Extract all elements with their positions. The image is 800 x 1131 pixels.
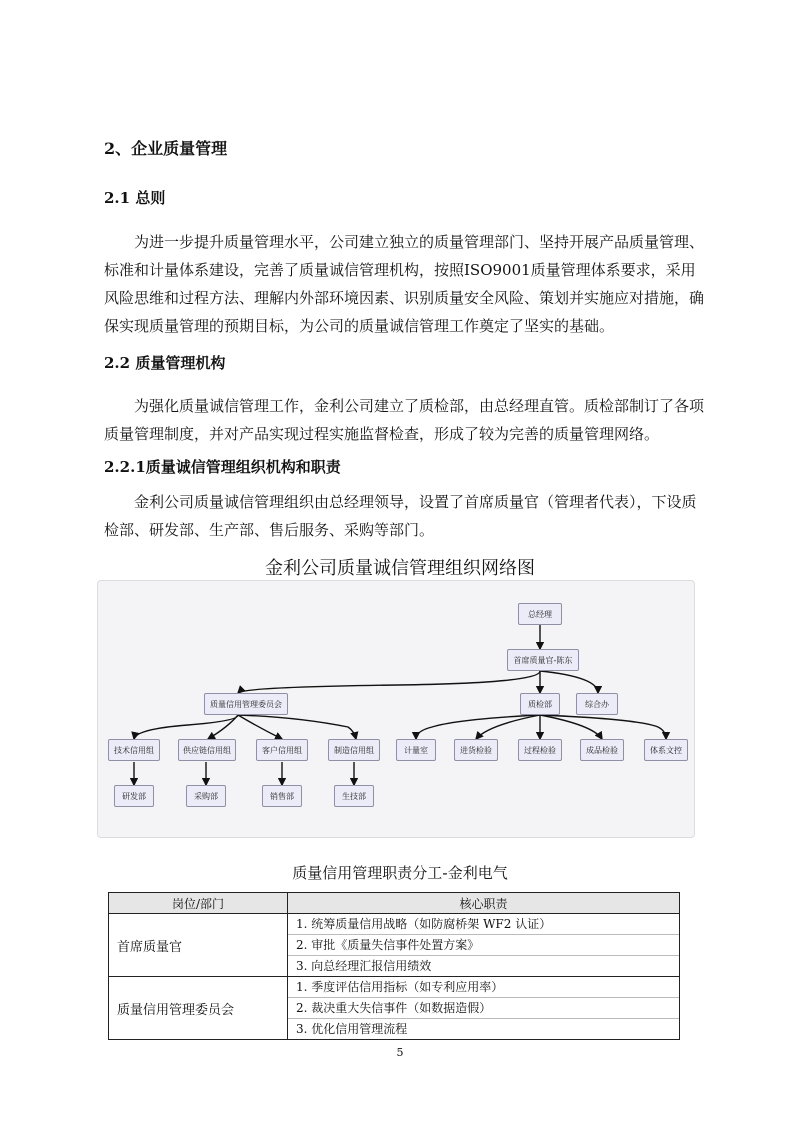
heading-2-2-1: 2.2.1质量诚信管理组织机构和职责 [104, 458, 341, 476]
paragraph-2-1-text: 为进一步提升质量管理水平，公司建立独立的质量管理部门、坚持开展产品质量管理、标准和计量体系建设，完善了质量诚信管理机构，按照ISO9001质量管理体系要求，采用风险思维和过程方法、理解内外部环境因素、识别质量安全风险、策划并实施应对措施，确保实现质量管理的预期目标，为公司的质量诚信管理工作奠定了坚实的基础。 [104, 233, 705, 335]
duty-item: 2. 审批《质量失信事件处置方案》 [288, 935, 679, 956]
table-cell-duties [288, 977, 680, 1040]
org-node-group-supply: 供应链信用组 [178, 739, 236, 761]
heading-2-1: 2.1 总则 [104, 189, 166, 207]
paragraph-2-2-text: 为强化质量诚信管理工作，金利公司建立了质检部，由总经理直管。质检部制订了各项质量管理制度，并对产品实现过程实施监督检查，形成了较为完善的质量管理网络。 [104, 397, 705, 443]
org-node-general-office: 综合办 [576, 693, 618, 715]
table-header-role: 岗位/部门 [109, 893, 288, 914]
table-row [109, 914, 680, 977]
org-node-dept-sales: 销售部 [262, 785, 302, 807]
org-node-ceo: 总经理 [518, 603, 562, 625]
section-heading: 2、企业质量管理 [104, 139, 228, 158]
duty-item: 1. 统筹质量信用战略（如防腐桥架 WF2 认证） [288, 914, 679, 935]
duty-item: 3. 向总经理汇报信用绩效 [296, 959, 432, 973]
org-node-incoming-inspection: 进货检验 [454, 739, 498, 761]
table-cell-role: 首席质量官 [109, 914, 288, 977]
table-cell-role: 质量信用管理委员会 [109, 977, 288, 1040]
connector-committee-group4 [238, 715, 356, 739]
duties-table [108, 892, 680, 1040]
page-number: 5 [396, 1046, 404, 1059]
org-node-dept-production-tech: 生技部 [334, 785, 374, 807]
org-node-process-inspection: 过程检验 [518, 739, 562, 761]
connector-qc-unit4 [540, 715, 602, 739]
org-node-qc-dept: 质检部 [520, 693, 560, 715]
connector-cqo-committee [238, 671, 540, 693]
org-chart [97, 580, 695, 838]
org-node-cqo: 首席质量官-陈东 [507, 649, 579, 671]
connector-committee-group1 [134, 715, 238, 739]
table-header-duties: 核心职责 [288, 893, 680, 914]
org-node-dept-purchasing: 采购部 [186, 785, 226, 807]
paragraph-2-2-1-text: 金利公司质量诚信管理组织由总经理领导，设置了首席质量官（管理者代表），下设质检部、研发部、生产部、售后服务、采购等部门。 [104, 493, 697, 539]
duty-item: 2. 裁决重大失信事件（如数据造假） [288, 998, 679, 1019]
duty-item: 3. 优化信用管理流程 [296, 1022, 408, 1036]
connector-committee-group3 [238, 715, 282, 739]
org-node-group-customer: 客户信用组 [256, 739, 308, 761]
paragraph-2-2-1 [104, 488, 704, 544]
paragraph-2-1 [104, 228, 704, 340]
org-node-doc-control: 体系文控 [644, 739, 688, 761]
org-node-committee: 质量信用管理委员会 [204, 693, 288, 715]
org-chart-title: 金利公司质量诚信管理组织网络图 [265, 558, 535, 579]
org-node-dept-rd: 研发部 [114, 785, 154, 807]
org-node-final-inspection: 成品检验 [580, 739, 624, 761]
table-cell-duties [288, 914, 680, 977]
table-row [109, 977, 680, 1040]
duty-item: 1. 季度评估信用指标（如专利应用率） [288, 977, 679, 998]
org-node-group-tech: 技术信用组 [108, 739, 160, 761]
heading-2-2: 2.2 质量管理机构 [104, 354, 226, 372]
table-header-row [109, 893, 680, 914]
org-node-metrology: 计量室 [396, 739, 436, 761]
connector-cqo-office [540, 671, 598, 693]
paragraph-2-2 [104, 392, 704, 448]
org-node-group-manufacturing: 制造信用组 [328, 739, 380, 761]
duties-table-title: 质量信用管理职责分工-金利电气 [292, 864, 508, 882]
